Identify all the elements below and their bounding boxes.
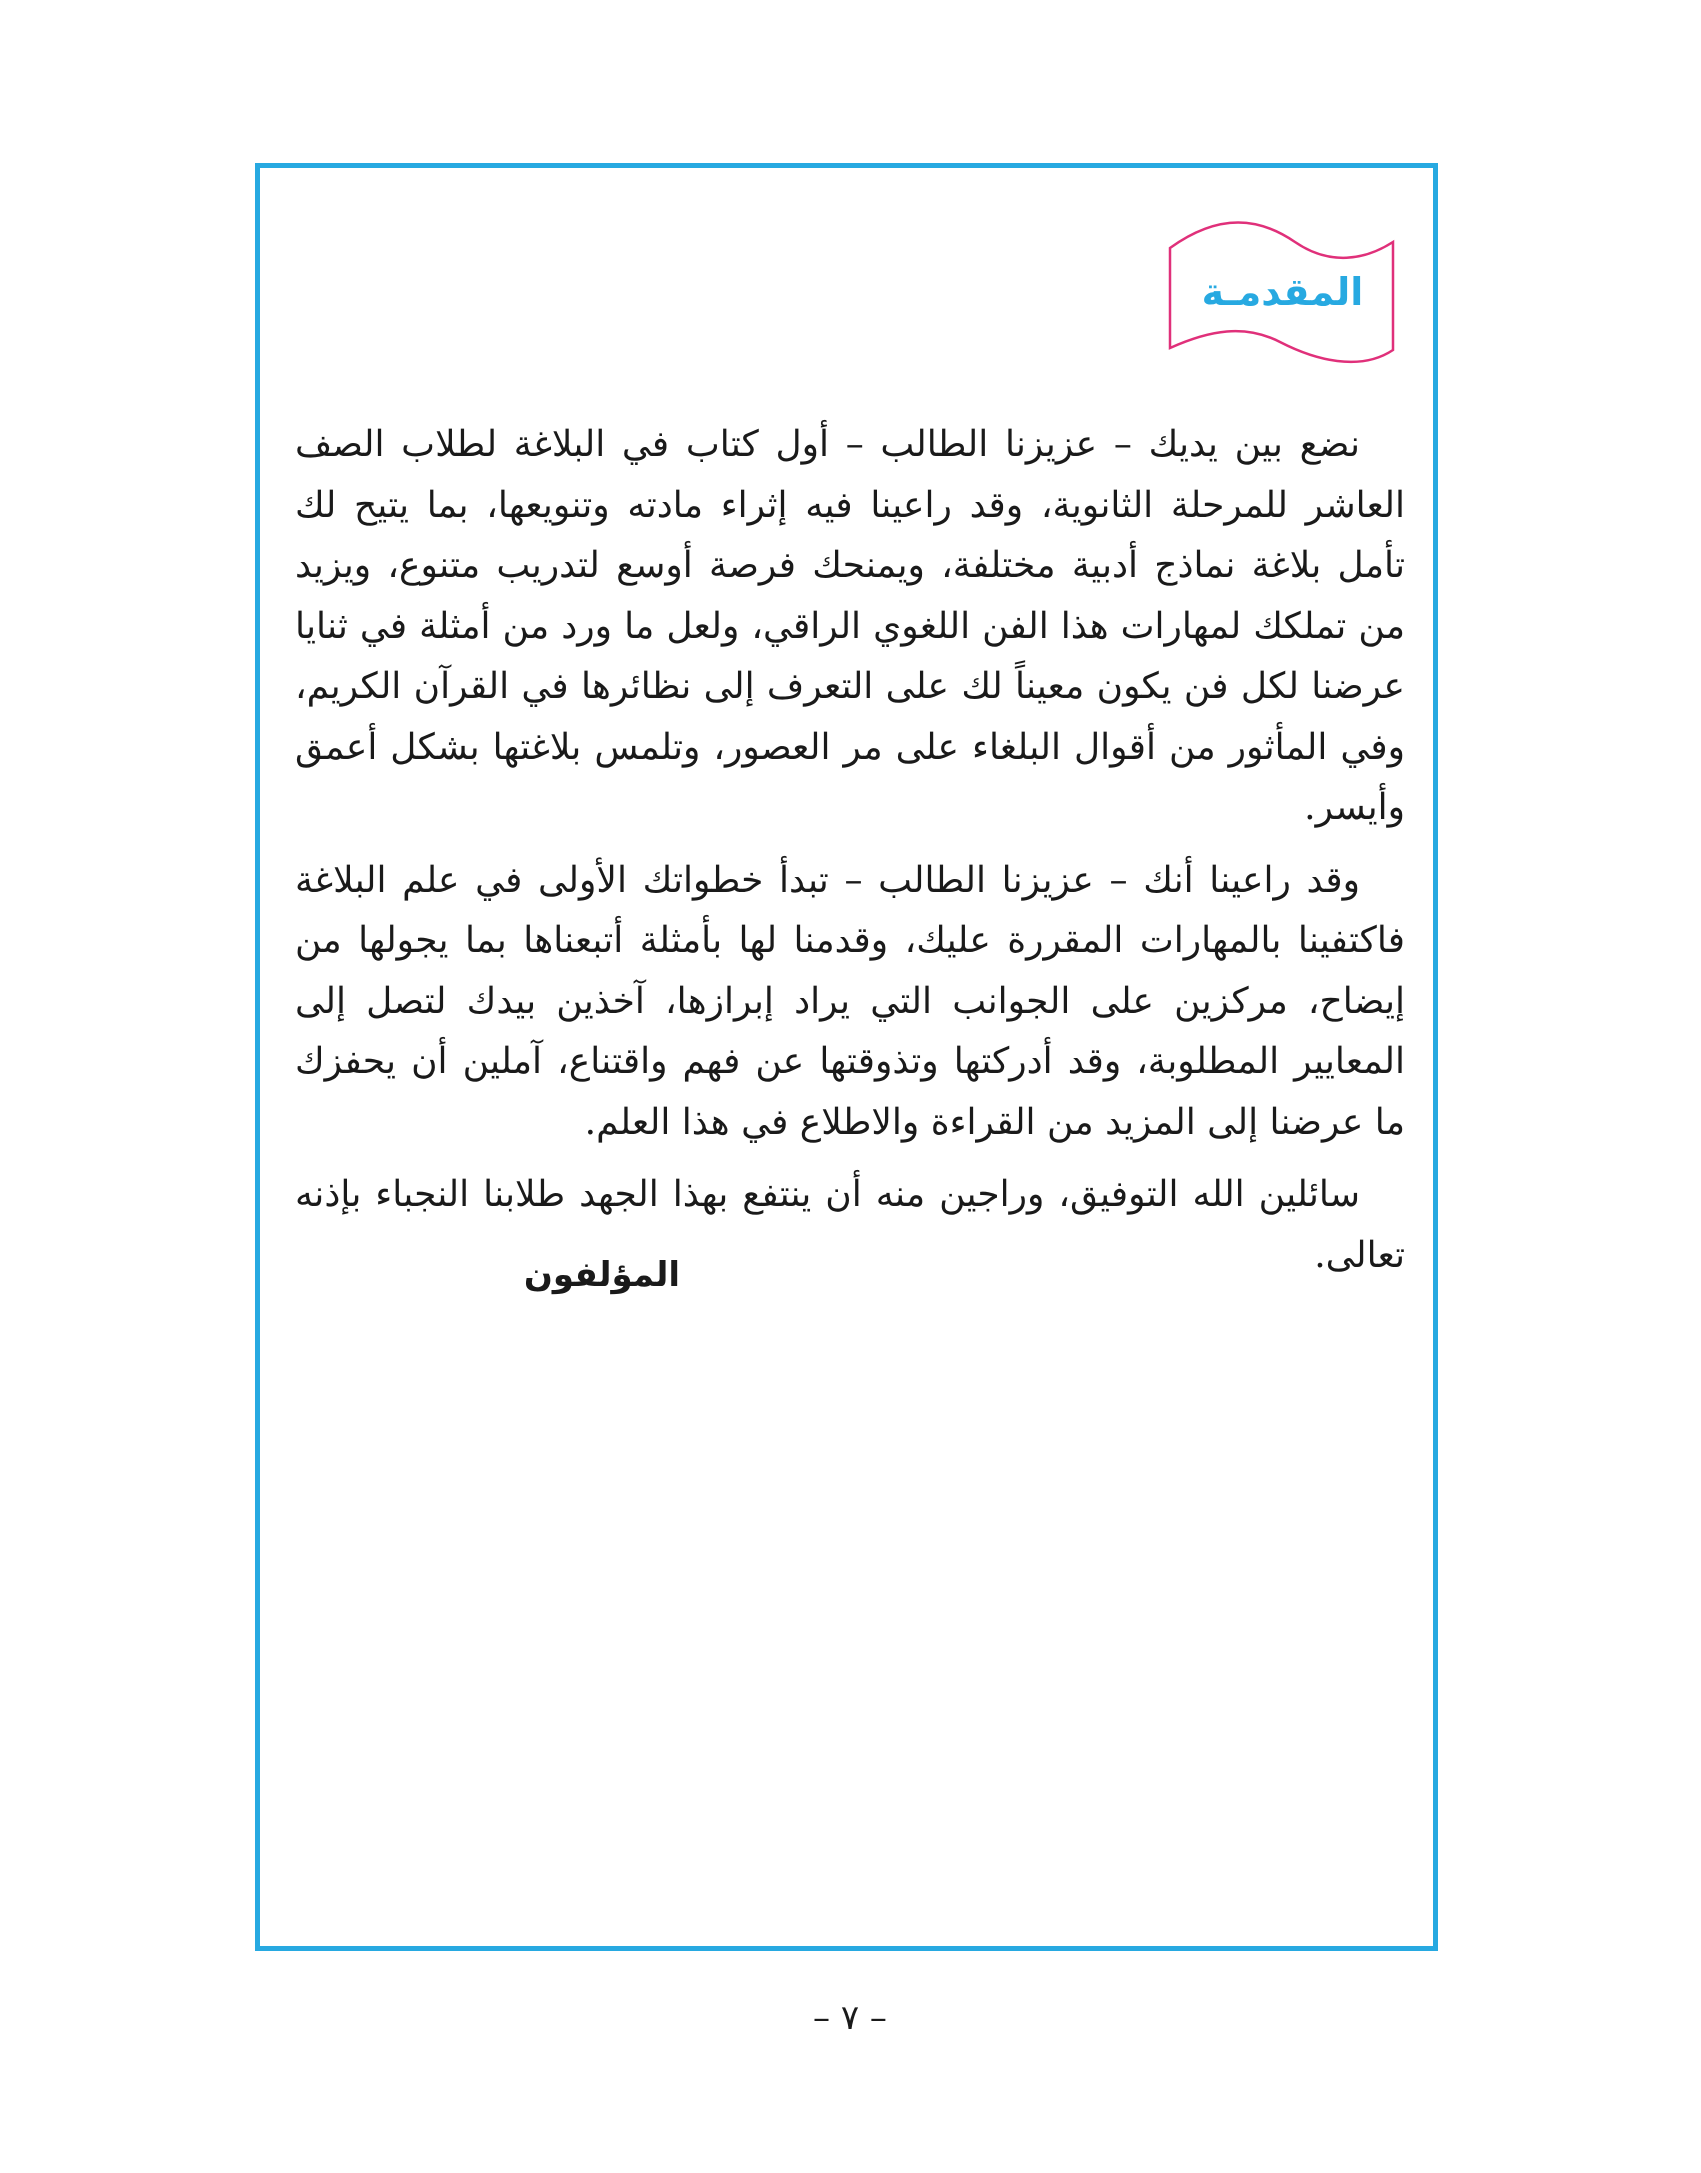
heading-banner — [1165, 200, 1400, 378]
authors-signature: المؤلفون — [523, 1255, 680, 1295]
paragraph-2: وقد راعينا أنك – عزيزنا الطالب – تبدأ خطواتك الأولى في علم البلاغة فاكتفينا بالمهارات المقررة عليك، وقدمنا لها بأمثلة أتبعناها بما يجولها من إيضاح، مركزين على الجوانب التي يراد إبرازها، آخذين بيدك لتصل إلى المعايير المطلوبة، وقد أدركتها وتذوقتها عن فهم واقتناع، آملين أن يحفزك ما عرضنا إلى المزيد من القراءة والاطلاع في هذا العلم. — [295, 859, 1405, 1143]
page-number: – ٧ – — [813, 1998, 887, 2038]
introduction-body — [295, 415, 1405, 1298]
page-title: المقدمـة — [1201, 270, 1364, 314]
paragraph-1: نضع بين يديك – عزيزنا الطالب – أول كتاب في البلاغة لطلاب الصف العاشر للمرحلة الثانوية، وقد راعينا فيه إثراء مادته وتنويعها، بما يتيح لك تأمل بلاغة نماذج أدبية مختلفة، ويمنحك فرصة أوسع لتدريب متنوع، ويزيد من تملكك لمهارات هذا الفن اللغوي الراقي، ولعل ما ورد من أمثلة في ثنايا عرضنا لكل فن يكون معيناً لك على التعرف إلى نظائرها في القرآن الكريم، وفي المأثور من أقوال البلغاء على مر العصور، وتلمس بلاغتها بشكل أعمق وأيسر. — [295, 424, 1406, 828]
paragraph-3: سائلين الله التوفيق، وراجين منه أن ينتفع بهذا الجهد طلابنا النجباء بإذنه تعالى. — [295, 1174, 1405, 1276]
